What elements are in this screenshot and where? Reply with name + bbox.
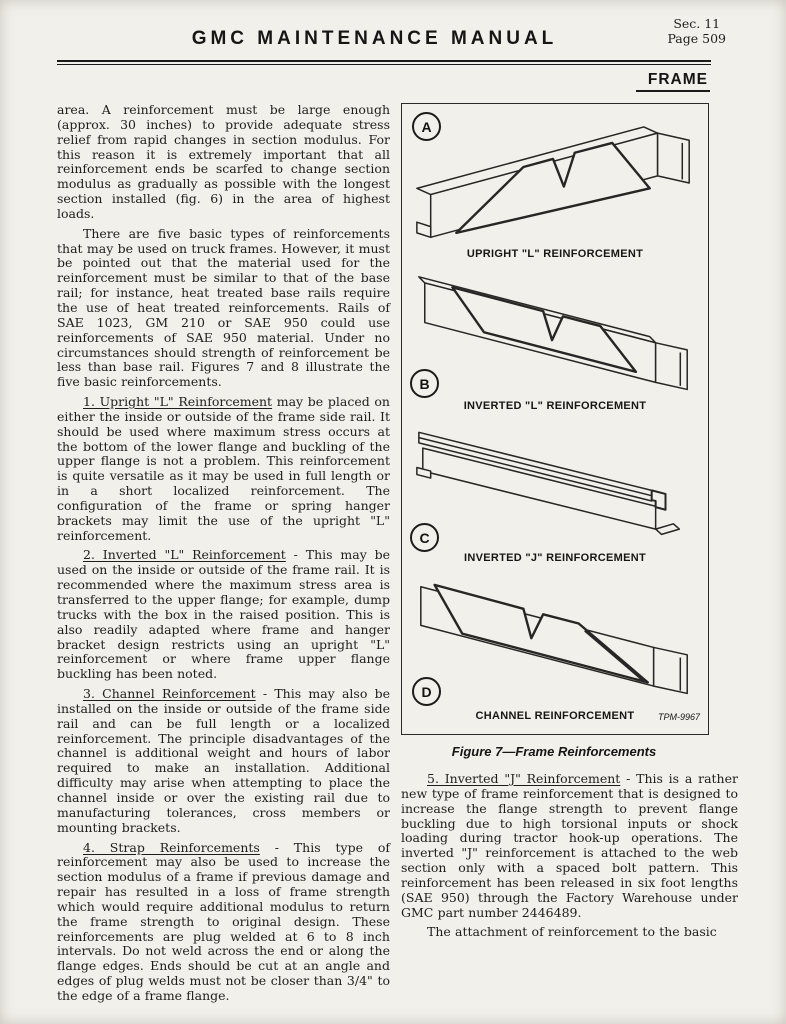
section-page-info (667, 16, 726, 46)
paragraph (57, 227, 390, 390)
paragraph-text: - This may be used on the inside or outside of the frame rail. It is recommended where the maximum stress area is transferred to the upper flange; for example, dump trucks with the box in the raised position. This is also readily adapted where frame and hanger bracket design restricts using an upright "L" reinforcement or where frame upper flange buckling has been noted. (57, 547, 391, 682)
header-divider (57, 60, 711, 65)
figure-7 (401, 103, 738, 759)
panel-inverted-l (402, 268, 708, 420)
panel-letter-badge (410, 369, 439, 398)
section-heading: 2. Inverted "L" Reinforcement (83, 547, 286, 563)
channel-drawing (407, 572, 703, 710)
paragraph-inverted-l (57, 548, 390, 682)
figure-caption: Figure 7—Frame Reinforcements (451, 744, 657, 759)
section-number: Sec. 11 (673, 16, 721, 31)
chapter-heading: FRAME (636, 71, 710, 92)
panel-label-text: UPRIGHT "L" REINFORCEMENT (466, 248, 644, 260)
page-header (0, 0, 786, 92)
panel-letter-badge (412, 112, 441, 141)
page-body (57, 103, 737, 1009)
paragraph-text: - This is a rather new type of frame reinforcement that is designed to increase the flange strength to prevent flange buckling due to high torsional inputs or shock loading during tractor hook-up operations. The inverted "J" reinforcement is attached to the web section only with a spaced bolt pattern. This reinforcement has been released in six foot lengths (SAE 950) through the Factory Warehouse under GMC part number 2446489. (401, 771, 738, 920)
upright-l-drawing (407, 110, 703, 248)
chapter-row (0, 69, 710, 92)
panel-label (402, 552, 708, 568)
panel-letter-badge (410, 523, 439, 552)
paragraph-inverted-j (401, 772, 738, 920)
paragraph (57, 103, 390, 222)
panel-letter: B (419, 375, 430, 392)
panel-letter-badge (412, 677, 441, 706)
figure-border-box (401, 103, 709, 735)
panel-label-text: INVERTED "L" REINFORCEMENT (463, 400, 647, 412)
paragraph-text: - This may also be installed on the inside or outside of the frame side rail and can be full length or a localized reinforcement. The principle disadvantages of the channel is additional weight and hours of labor required to make an installation. Additional difficulty may arise when attempting to place the channel inside or over the existing rail due to manufacturing tolerances, cross members or mounting brackets. (57, 686, 390, 835)
paragraph-text: There are five basic types of reinforcements that may be used on truck frames. However, it must be pointed out that the material used for the reinforcement must be similar to that of the base rail; for instance, heat treated base rails require the use of heat treated reinforcements. Rails of SAE 1023, GM 210 or SAE 950 could use reinforcements of SAE 950 material. Under no circumstances should strength of reinforcement be less than base rail. Figures 7 and 8 illustrate the five basic reinforcements. (57, 225, 390, 390)
section-heading: 4. Strap Reinforcements (83, 839, 260, 855)
page-title: GMC MAINTENANCE MANUAL (191, 28, 558, 49)
panel-label-text: CHANNEL REINFORCEMENT (475, 710, 635, 722)
inverted-l-drawing (407, 268, 703, 400)
paragraph-text: The attachment of reinforcement to the basic (427, 924, 717, 940)
paragraph-channel (57, 687, 390, 835)
panel-channel (402, 572, 708, 732)
inverted-j-drawing (407, 420, 703, 552)
panel-label (402, 710, 708, 726)
panel-label (402, 400, 708, 416)
panel-letter: A (421, 118, 432, 135)
panel-inverted-j (402, 420, 708, 572)
panel-label (402, 248, 708, 264)
section-heading: 1. Upright "L" Reinforcement (83, 394, 273, 410)
paragraph-text: - This type of reinforcement may also be used to increase the section modulus of a frame if previous damage and repair has resulted in a loss of frame strength which would require additional modulus to return the frame strength to original design. These reinforcements are plug welded at 6 to 8 inch intervals. Do not weld across the end or along the flange edges. Ends should be cut at an angle and edges of plug welds must not be closer than 3/4" to the edge of a frame flange. (57, 839, 390, 1003)
paragraph-text: may be placed on either the inside or outside of the frame side rail. It should be used where maximum stress occurs at the bottom of the lower flange and buckling of the upper flange is not a problem. This reinforcement is quite versatile as it may be used in full length or in a short localized reinforcement. The configuration of the frame or spring hanger brackets may limit the use of the upright "L" reinforcement. (57, 394, 390, 543)
page-number: Page 509 (667, 31, 726, 46)
panel-letter: D (421, 683, 432, 700)
paragraph (401, 925, 738, 940)
panel-upright-l (402, 110, 708, 268)
section-heading: 5. Inverted "J" Reinforcement (427, 771, 621, 786)
panel-letter: C (419, 529, 430, 546)
section-heading: 3. Channel Reinforcement (83, 686, 256, 702)
right-column (401, 103, 738, 1009)
panel-label-text: INVERTED "J" REINFORCEMENT (463, 552, 647, 564)
left-column (57, 103, 390, 1009)
paragraph-strap (57, 841, 390, 1004)
drawing-id: TPM-9967 (657, 712, 700, 722)
paragraph-upright-l (57, 395, 390, 543)
paragraph-text: area. A reinforcement must be large enough (approx. 30 inches) to provide adequate stress relief from rapid changes in section modulus. For this reason it is extremely important that all reinforcement ends be scarfed to change section modulus as gradually as possible with the longest section installed (fig. 6) in the area of highest loads. (57, 102, 390, 221)
